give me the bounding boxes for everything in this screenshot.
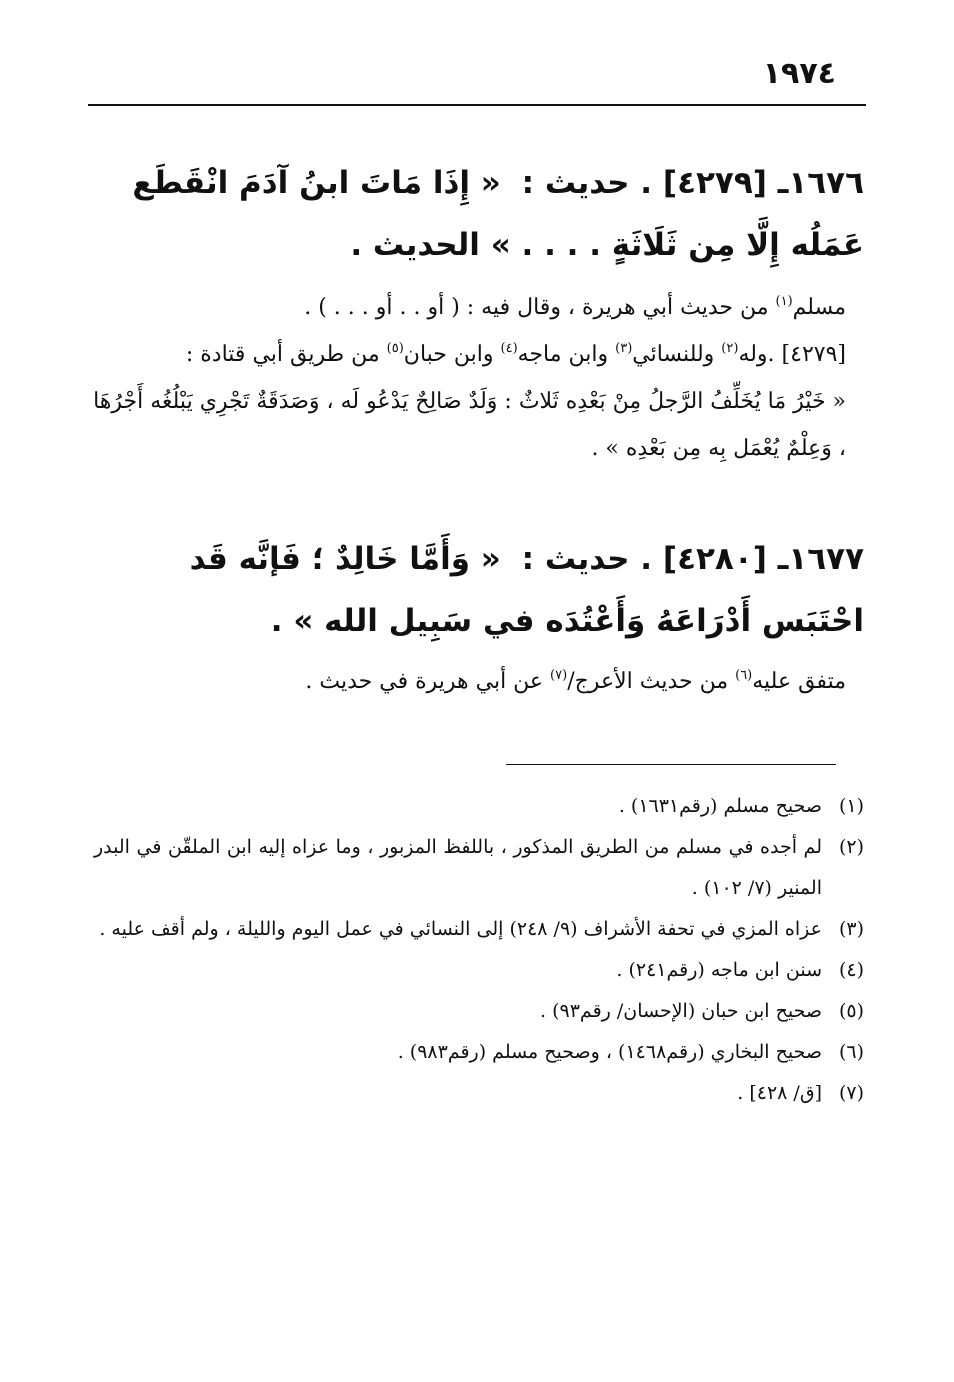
header-rule (88, 104, 866, 106)
footnote-text: صحيح ابن حبان (الإحسان/ رقم٩٣) . (540, 1000, 822, 1022)
hadith-text: « إِذَا مَاتَ ابنُ آدَمَ انْقَطَع عَمَلُه إِلَّا مِن ثَلَاثَةٍ . . . . » الحديث . (132, 165, 864, 263)
footnote-1 (94, 786, 864, 827)
footnote-ref[interactable]: (٤) (500, 341, 518, 356)
footnote-number: (٥) (838, 1000, 864, 1022)
footnote-number: (٧) (838, 1082, 864, 1104)
footnotes (94, 786, 864, 1114)
footnote-number: (١) (838, 795, 864, 817)
entry-heading (90, 528, 864, 652)
hadith-text: « وَأَمَّا خَالِدٌ ؛ فَإنَّه قَد احْتَبَس أَدْرَاعَهُ وَأَعْتُدَه في سَبِيل الله » . (189, 541, 864, 639)
commentary-line: [٤٢٧٩] .وله$^{(٢)}$ وللنسائي$^{(٣)}$ وابن ماجه$^{(٤)}$ وابن حبان$^{(٥)}$ من طريق أبي قتادة : (185, 341, 846, 367)
footnote-3 (94, 909, 864, 950)
footnote-text: عزاه المزي في تحفة الأشراف (٩/ ٢٤٨) إلى النسائي في عمل اليوم والليلة ، ولم أقف عليه . (99, 918, 822, 940)
footnote-number: (٢) (838, 836, 864, 858)
footnote-ref[interactable]: (٣) (615, 341, 633, 356)
footnote-text: [ق/ ٤٢٨] . (737, 1082, 822, 1104)
footnote-text: صحيح البخاري (رقم١٤٦٨) ، وصحيح مسلم (رقم٩٨٣) . (397, 1041, 822, 1063)
footnote-text: صحيح مسلم (رقم١٦٣١) . (618, 795, 822, 817)
footnote-number: (٦) (838, 1041, 864, 1063)
footnote-number: (٣) (838, 918, 864, 940)
entry-commentary (90, 658, 864, 705)
quoted-hadith: « خَيْرُ مَا يُخَلِّفُ الرَّجلُ مِنْ بَعْدِه ثَلاثٌ : وَلَدٌ صَالِحٌ يَدْعُو لَه ، وَصَدَقَةٌ تَجْرِي يَبْلُغُه أَجْرُهَا ، وَعِلْمٌ يُعْمَل بِه مِن بَعْدِه » . (93, 389, 846, 461)
page-number: ١٩٧٤ (762, 56, 836, 91)
footnote-text: لم أجده في مسلم من الطريق المذكور ، باللفظ المزبور ، وما عزاه إليه ابن الملقّن في البدر المنير (٧/ ١٠٢) . (94, 836, 822, 899)
footnote-5 (94, 991, 864, 1032)
footnote-ref[interactable]: (١) (775, 294, 793, 309)
footnote-6 (94, 1032, 864, 1073)
footnote-text: سنن ابن ماجه (رقم٢٤١) . (616, 959, 822, 981)
footnote-ref[interactable]: (٦) (735, 668, 753, 683)
hadith-entry-1676 (90, 152, 864, 472)
footnote-separator (506, 764, 836, 765)
entry-heading (90, 152, 864, 276)
entry-number-label: ١٦٧٧ـ [٤٢٨٠] . حديث : (521, 541, 864, 577)
commentary-line: متفق عليه$^{(٦)}$ من حديث الأعرج/$^{(٧)}$ عن أبي هريرة في حديث . (305, 668, 846, 694)
footnote-4 (94, 950, 864, 991)
footnote-ref[interactable]: (٥) (386, 341, 404, 356)
footnote-number: (٤) (838, 959, 864, 981)
footnote-7 (94, 1073, 864, 1114)
entry-commentary (90, 284, 864, 472)
footnote-2 (94, 827, 864, 909)
hadith-entry-1677 (90, 528, 864, 705)
footnote-ref[interactable]: (٧) (550, 668, 568, 683)
entry-number-label: ١٦٧٦ـ [٤٢٧٩] . حديث : (521, 165, 864, 201)
commentary-line: مسلم$^{(١)}$ من حديث أبي هريرة ، وقال فيه : ( أو . . أو . . . ) . (304, 294, 846, 320)
footnote-ref[interactable]: (٢) (721, 341, 739, 356)
